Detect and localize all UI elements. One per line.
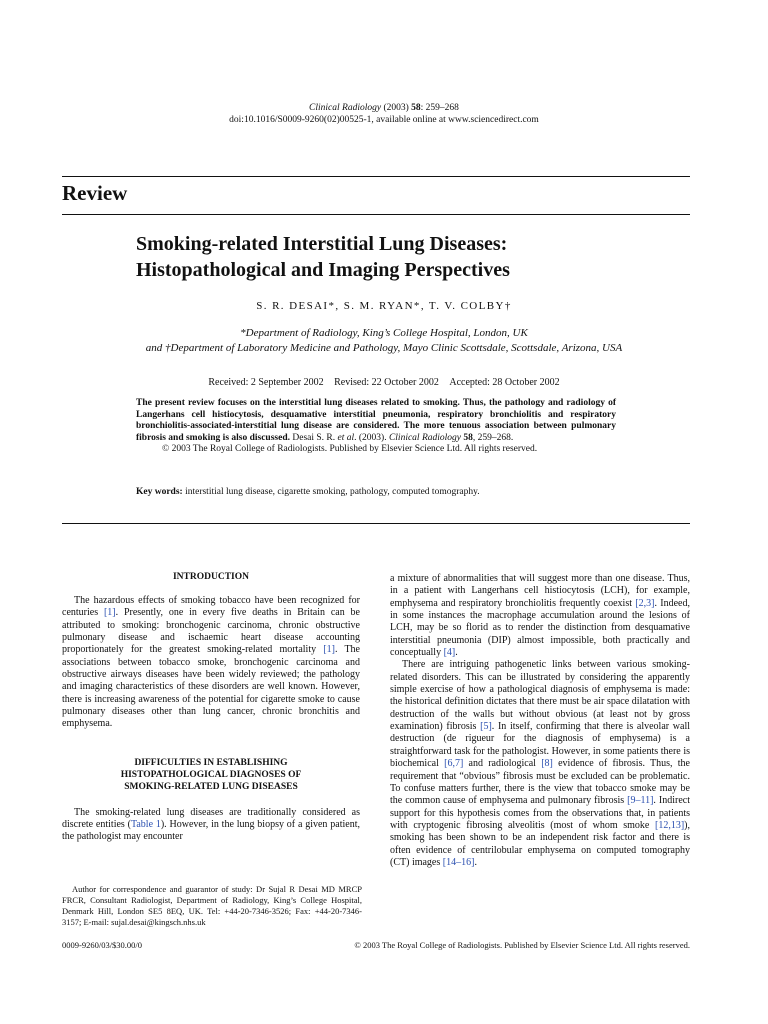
reference-link[interactable]: [6,7] (444, 758, 464, 770)
revised-date: Revised: 22 October 2002 (334, 377, 439, 388)
doi-line[interactable]: doi:10.1016/S0009-9260(02)00525-1, available online at www.sciencedirect.com (229, 114, 539, 125)
correspondence-footnote: Author for correspondence and guarantor of study: Dr Sujal R Desai MD MRCP FRCR, Consultant Radiologist, Department of Radiology, King’s College Hospital, Denmark Hill, London SE5 8EQ, UK. Tel: +44-20-7346-3526; Fax: +44-20-7346-3157; E-mail: sujal.desai@kingsch.nhs.uk (62, 884, 362, 927)
reference-link[interactable]: [4] (443, 647, 456, 659)
reference-link[interactable]: [9–11] (627, 795, 654, 807)
section-rule (62, 214, 690, 215)
accepted-date: Accepted: 28 October 2002 (449, 377, 560, 388)
right-column (390, 573, 690, 869)
difficulties-heading: DIFFICULTIES IN ESTABLISHING HISTOPATHOLOGICAL DIAGNOSES OF SMOKING-RELATED LUNG DISEASES (120, 757, 302, 792)
reference-link[interactable]: [1] (103, 607, 116, 619)
article-title (136, 231, 696, 283)
reference-link[interactable]: [12,13] (654, 819, 685, 831)
received-date: Received: 2 September 2002 (208, 377, 324, 388)
pathogenesis-paragraph: There are intriguing pathogenetic links between various smoking-related disorders. This can be illustrated by considering the apparently simple exercise of how a pathological diagnosis of emphysema is made: the historical definition dictates that there must be air space dilatation with destruction of the walls but without obvious (at least not by gross examination) fibrosis [5]. In itself, confirming that there is alveolar wall destruction (de rigueur for the diagnosis of emphysema) is a straightforward task for the pathologist. However, in some patients there is biochemical [6,7] and radiological [8] evidence of fibrosis. Thus, the requirement that “obvious” fibrosis must be excluded can be problematic. To confuse matters further, there is the view that tobacco smoke may be the common cause of emphysema and pulmonary fibrosis [9–11]. Indirect support for this hypothesis comes from the observations that, in patients with cryptogenic fibrosing alveolitis (most of whom smoke [12,13]), smoking has been shown to be an independent risk factor and there is often evidence of centrilobular emphysema on computed tomography (CT) images [14–16]. (390, 659, 690, 868)
affiliations (0, 326, 768, 356)
article-dates (0, 377, 768, 388)
difficulties-paragraph: The smoking-related lung diseases are traditionally considered as discrete entities (Table 1). However, in the lung biopsy of a given patient, the pathologist may encounter (62, 806, 360, 843)
journal-header (0, 103, 768, 126)
journal-volume: 58 (411, 103, 421, 113)
abstract-text: The present review focuses on the interstitial lung diseases related to smoking. Thus, the pathology and radiology of Langerhans cell histiocytosis, desquamative interstitial pneumonia, respiratory bronchiolitis and respiratory bronchiolitis-associated-interstitial lung disease are considered. The more tenuous association between pulmonary fibrosis and smoking is also discussed. (136, 398, 616, 443)
abstract: The present review focuses on the interstitial lung diseases related to smoking. Thus, the pathology and radiology of Langerhans cell histiocytosis, desquamative interstitial pneumonia, respiratory bronchiolitis and respiratory bronchiolitis-associated-interstitial lung disease are considered. The more tenuous association between pulmonary fibrosis and smoking is also discussed. Desai S. R. et al. (2003). Clinical Radiology 58, 259–268. © 2003 The Royal College of Radiologists. Published by Elsevier Science Ltd. All rights reserved. (136, 398, 616, 455)
section-label: Review (62, 181, 128, 205)
keywords-label: Key words: (136, 487, 183, 497)
reference-link[interactable]: [2,3] (635, 597, 655, 609)
introduction-heading: INTRODUCTION (172, 572, 249, 582)
author-list: S. R. DESAI*, S. M. RYAN*, T. V. COLBY† (256, 300, 512, 312)
affiliation-1: *Department of Radiology, King’s College Hospital, London, UK (240, 327, 528, 339)
affiliation-2: and †Department of Laboratory Medicine and Pathology, Mayo Clinic Scottsdale, Scottsdale, Arizona, USA (145, 342, 623, 354)
reference-link[interactable]: [1] (323, 644, 335, 656)
abstract-copyright: © 2003 The Royal College of Radiologists. Published by Elsevier Science Ltd. All rights reserved. (162, 444, 538, 455)
keywords-text: interstitial lung disease, cigarette smoking, pathology, computed tomography. (182, 487, 480, 497)
table-link[interactable]: Table 1 (130, 819, 161, 831)
title-line-2: Histopathological and Imaging Perspectives (136, 259, 510, 281)
title-line-1: Smoking-related Interstitial Lung Diseases: (136, 233, 508, 255)
reference-link[interactable]: [5] (480, 721, 492, 733)
left-column (62, 571, 360, 844)
reference-link[interactable]: [8] (541, 758, 553, 770)
intro-paragraph: The hazardous effects of smoking tobacco have been recognized for centuries [1]. Presently, one in every five deaths in Britain can be attributed to smoking: bronchogenic carcinoma, chronic obstructive pulmonary disease and ischaemic heart disease accounting proportionately for the greatest smoking-related mortality [1]. The associations between tobacco smoke, bronchogenic carcinoma and obstructive airways diseases have been widely reviewed; the pathology and imaging characteristics of these disorders are well known. However, there is increasing awareness of the potential for cigarette smoke to cause pulmonary diseases other than lung cancer, chronic bronchitis and emphysema. (62, 595, 360, 730)
top-rule (62, 176, 690, 177)
reference-link[interactable]: [14–16] (442, 856, 475, 868)
journal-citation-line: Clinical Radiology (2003) 58: 259–268 (309, 103, 459, 113)
continued-paragraph: a mixture of abnormalities that will suggest more than one disease. Thus, in a patient with Langerhans cell histiocytosis (LCH), for example, emphysema and respiratory bronchiolitis frequently coexist [2,3]. Indeed, in some instances the macrophage accumulation around the lesions of LCH, may be so florid as to render the distinction from desquamative interstitial pneumonia (DIP) almost impossible, both practically and conceptually [4]. (390, 573, 690, 659)
abstract-end-rule (62, 523, 690, 524)
issn-line: 0009-9260/03/$30.00/0 (62, 940, 143, 950)
footer-copyright: © 2003 The Royal College of Radiologists. Published by Elsevier Science Ltd. All rights reserved. (354, 940, 690, 950)
keywords (136, 487, 616, 497)
journal-name: Clinical Radiology (309, 103, 382, 113)
